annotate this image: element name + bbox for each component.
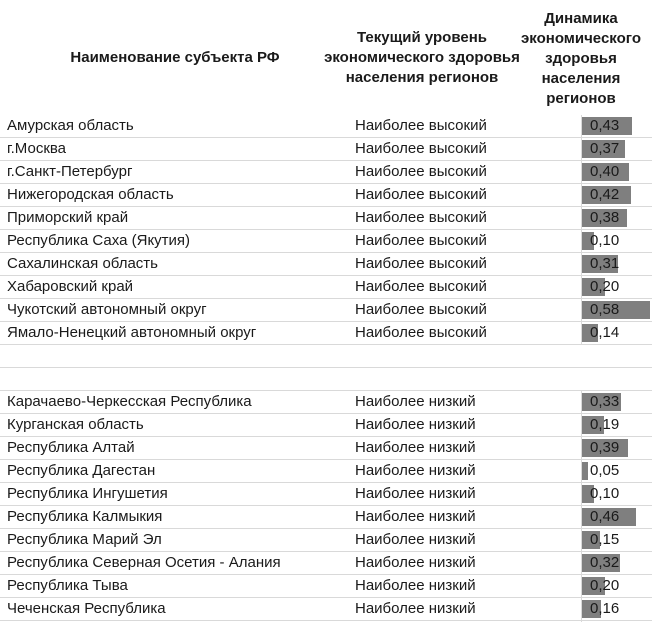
cell-current-level: Наиболее высокий bbox=[355, 301, 487, 318]
cell-dynamics bbox=[582, 506, 652, 528]
cell-current-level: Наиболее высокий bbox=[355, 186, 487, 203]
cell-dynamics bbox=[582, 138, 652, 160]
cell-current-level: Наиболее высокий bbox=[355, 117, 487, 134]
data-value-label: 0,40 bbox=[590, 163, 620, 180]
table-row[interactable] bbox=[0, 253, 652, 276]
cell-subject-name: Курганская область bbox=[7, 416, 144, 433]
cell-subject-name: Чукотский автономный округ bbox=[7, 301, 207, 318]
table-row[interactable] bbox=[0, 299, 652, 322]
data-value-label: 0,16 bbox=[590, 600, 620, 617]
table-row[interactable] bbox=[0, 276, 652, 299]
data-value-label: 0,46 bbox=[590, 508, 620, 525]
empty-row bbox=[0, 368, 652, 391]
data-value-label: 0,20 bbox=[590, 577, 620, 594]
cell-current-level: Наиболее низкий bbox=[355, 508, 476, 525]
cell-current-level: Наиболее низкий bbox=[355, 439, 476, 456]
data-value-label: 0,10 bbox=[590, 485, 620, 502]
data-value-label: 0,38 bbox=[590, 209, 620, 226]
table-row[interactable] bbox=[0, 506, 652, 529]
cell-dynamics bbox=[582, 276, 652, 298]
header-dynamics: Динамика экономического здоровья населения регионов bbox=[521, 9, 641, 107]
cell-dynamics bbox=[582, 414, 652, 436]
cell-dynamics bbox=[582, 115, 652, 137]
cell-dynamics bbox=[582, 299, 652, 321]
cell-subject-name: Ямало-Ненецкий автономный округ bbox=[7, 324, 257, 341]
cell-current-level: Наиболее низкий bbox=[355, 416, 476, 433]
data-bar bbox=[582, 462, 588, 480]
data-value-label: 0,05 bbox=[590, 462, 620, 479]
table-row[interactable] bbox=[0, 598, 652, 621]
data-value-label: 0,37 bbox=[590, 140, 620, 157]
header-current-level: Текущий уровень экономического здоровья населения регионов bbox=[324, 28, 520, 86]
header-subject-name: Наименование субъекта РФ bbox=[70, 48, 280, 66]
table-row[interactable] bbox=[0, 483, 652, 506]
cell-current-level: Наиболее высокий bbox=[355, 232, 487, 249]
cell-current-level: Наиболее высокий bbox=[355, 324, 487, 341]
cell-subject-name: г.Санкт-Петербург bbox=[7, 163, 133, 180]
data-value-label: 0,19 bbox=[590, 416, 620, 433]
table-row[interactable] bbox=[0, 391, 652, 414]
data-value-label: 0,32 bbox=[590, 554, 620, 571]
cell-dynamics bbox=[582, 230, 652, 252]
cell-current-level: Наиболее низкий bbox=[355, 393, 476, 410]
cell-current-level: Наиболее низкий bbox=[355, 554, 476, 571]
table-row[interactable] bbox=[0, 138, 652, 161]
cell-current-level: Наиболее низкий bbox=[355, 531, 476, 548]
cell-current-level: Наиболее низкий bbox=[355, 577, 476, 594]
data-value-label: 0,10 bbox=[590, 232, 620, 249]
cell-current-level: Наиболее низкий bbox=[355, 485, 476, 502]
cell-subject-name: Карачаево-Черкесская Республика bbox=[7, 393, 252, 410]
cell-dynamics bbox=[582, 552, 652, 574]
cell-current-level: Наиболее высокий bbox=[355, 278, 487, 295]
table-row[interactable] bbox=[0, 184, 652, 207]
cell-subject-name: Республика Тыва bbox=[7, 577, 128, 594]
cell-dynamics bbox=[582, 437, 652, 459]
cell-current-level: Наиболее высокий bbox=[355, 209, 487, 226]
cell-subject-name: Республика Саха (Якутия) bbox=[7, 232, 191, 249]
cell-subject-name: Чеченская Республика bbox=[7, 600, 166, 617]
table-row[interactable] bbox=[0, 207, 652, 230]
cell-current-level: Наиболее высокий bbox=[355, 163, 487, 180]
table-body bbox=[0, 115, 652, 621]
data-value-label: 0,14 bbox=[590, 324, 620, 341]
cell-current-level: Наиболее низкий bbox=[355, 462, 476, 479]
cell-subject-name: Амурская область bbox=[7, 117, 134, 134]
cell-dynamics bbox=[582, 598, 652, 620]
cell-current-level: Наиболее высокий bbox=[355, 255, 487, 272]
cell-current-level: Наиболее высокий bbox=[355, 140, 487, 157]
table-row[interactable] bbox=[0, 529, 652, 552]
table-row[interactable] bbox=[0, 322, 652, 345]
cell-dynamics bbox=[582, 391, 652, 413]
cell-current-level: Наиболее низкий bbox=[355, 600, 476, 617]
data-value-label: 0,58 bbox=[590, 301, 620, 318]
cell-subject-name: Сахалинская область bbox=[7, 255, 158, 272]
cell-dynamics bbox=[582, 529, 652, 551]
cell-subject-name: Республика Северная Осетия - Алания bbox=[7, 554, 281, 571]
cell-dynamics bbox=[582, 483, 652, 505]
cell-dynamics bbox=[582, 253, 652, 275]
cell-dynamics bbox=[582, 184, 652, 206]
cell-subject-name: Республика Марий Эл bbox=[7, 531, 162, 548]
data-value-label: 0,33 bbox=[590, 393, 620, 410]
cell-subject-name: Хабаровский край bbox=[7, 278, 134, 295]
table-row[interactable] bbox=[0, 552, 652, 575]
data-value-label: 0,39 bbox=[590, 439, 620, 456]
table-row[interactable] bbox=[0, 414, 652, 437]
table-header bbox=[0, 0, 652, 115]
data-value-label: 0,42 bbox=[590, 186, 620, 203]
table-row[interactable] bbox=[0, 437, 652, 460]
data-value-label: 0,43 bbox=[590, 117, 620, 134]
table-row[interactable] bbox=[0, 230, 652, 253]
cell-dynamics bbox=[582, 207, 652, 229]
table-row[interactable] bbox=[0, 115, 652, 138]
data-value-label: 0,15 bbox=[590, 531, 620, 548]
cell-subject-name: г.Москва bbox=[7, 140, 67, 157]
table-row[interactable] bbox=[0, 460, 652, 483]
cell-dynamics bbox=[582, 460, 652, 482]
cell-dynamics bbox=[582, 322, 652, 344]
cell-dynamics bbox=[582, 575, 652, 597]
cell-subject-name: Приморский край bbox=[7, 209, 129, 226]
cell-subject-name: Республика Дагестан bbox=[7, 462, 156, 479]
table-row[interactable] bbox=[0, 575, 652, 598]
cell-subject-name: Республика Ингушетия bbox=[7, 485, 168, 502]
cell-subject-name: Республика Калмыкия bbox=[7, 508, 163, 525]
data-value-label: 0,20 bbox=[590, 278, 620, 295]
data-value-label: 0,31 bbox=[590, 255, 620, 272]
empty-row bbox=[0, 345, 652, 368]
cell-subject-name: Нижегородская область bbox=[7, 186, 174, 203]
cell-subject-name: Республика Алтай bbox=[7, 439, 135, 456]
cell-dynamics bbox=[582, 161, 652, 183]
table-row[interactable] bbox=[0, 161, 652, 184]
